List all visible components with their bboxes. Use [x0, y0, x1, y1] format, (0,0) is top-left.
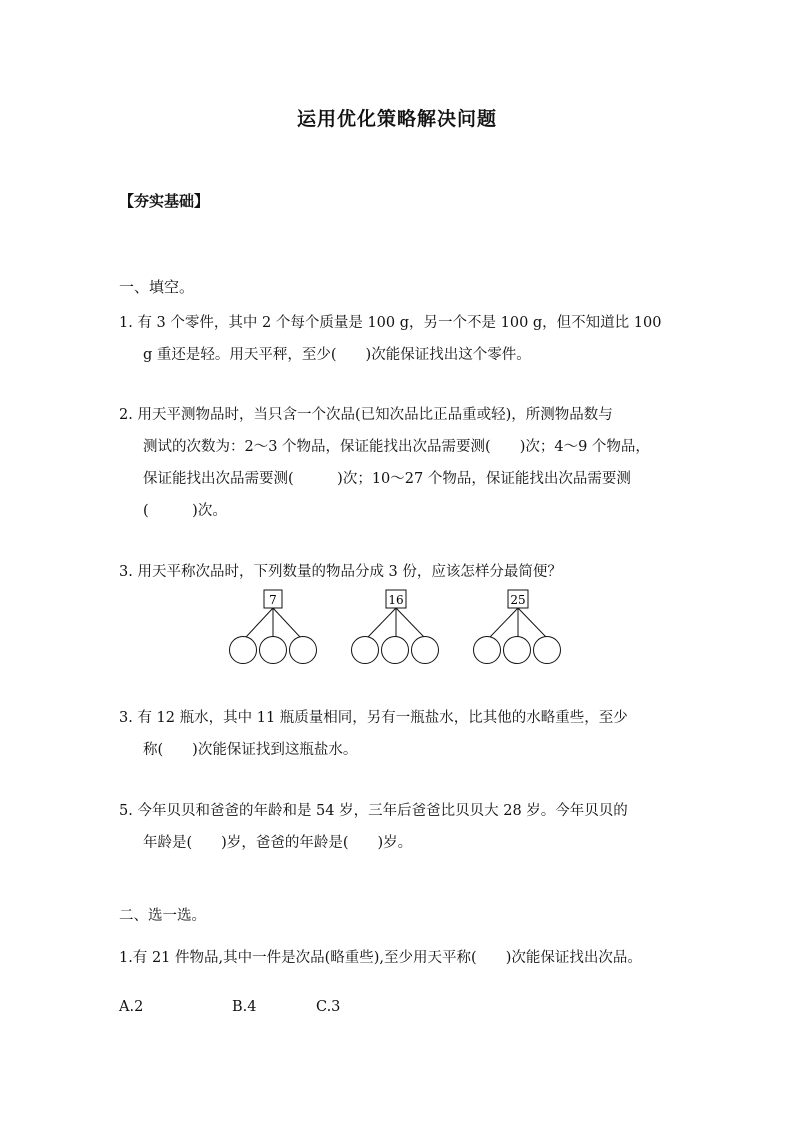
split-tree-2 — [351, 589, 441, 669]
option-c: C.3 — [316, 999, 341, 1015]
group-circle — [534, 637, 561, 664]
group-circle — [230, 637, 257, 664]
option-a: A.2 — [119, 999, 144, 1015]
option-b: B.4 — [232, 999, 257, 1015]
q4-line1: 3. 有 12 瓶水，其中 11 瓶质量相同，另有一瓶盐水，比其他的水略重些，至少 — [119, 710, 628, 726]
p2-q1-line1: 1.有 21 件物品,其中一件是次品(略重些),至少用天平称( )次能保证找出次品。 — [119, 950, 642, 966]
split-tree-1 — [229, 589, 319, 669]
number-label: 7 — [269, 593, 277, 607]
q2-line1: 2. 用天平测物品时，当只含一个次品(已知次品比正品重或轻)，所测物品数与 — [119, 407, 613, 423]
part2-heading: 二、选一选。 — [119, 908, 206, 924]
q3-line1: 3. 用天平称次品时，下列数量的物品分成 3 份，应该怎样分最简便？ — [119, 564, 562, 580]
part1-heading: 一、填空。 — [119, 278, 195, 296]
group-circle — [260, 637, 287, 664]
group-circle — [290, 637, 317, 664]
q2-line3: 保证能找出次品需要测( )次；10～27 个物品，保证能找出次品需要测 — [143, 471, 631, 487]
group-circle — [352, 637, 379, 664]
group-circle — [412, 637, 439, 664]
q1-line1: 1. 有 3 个零件，其中 2 个每个质量是 100 g，另一个不是 100 g，但不知道比 100 — [119, 315, 662, 331]
number-label: 25 — [510, 593, 526, 607]
split-tree-3 — [473, 589, 563, 669]
q4-line2: 称( )次能保证找到这瓶盐水。 — [143, 742, 358, 758]
q5-line1: 5. 今年贝贝和爸爸的年龄和是 54 岁，三年后爸爸比贝贝大 28 岁。今年贝贝的 — [119, 803, 628, 819]
q5-line2: 年龄是( )岁，爸爸的年龄是( )岁。 — [143, 835, 413, 851]
group-circle — [504, 637, 531, 664]
group-circle — [382, 637, 409, 664]
group-circle — [474, 637, 501, 664]
q2-line4: ( )次。 — [143, 503, 227, 519]
q1-line2: g 重还是轻。用天平秤，至少( )次能保证找出这个零件。 — [143, 347, 531, 363]
page-title: 运用优化策略解决问题 — [296, 108, 497, 130]
number-label: 16 — [388, 593, 404, 607]
section-basic: 【夯实基础】 — [119, 192, 210, 210]
q2-line2: 测试的次数为：2～3 个物品，保证能找出次品需要测( )次；4～9 个物品， — [143, 439, 650, 455]
